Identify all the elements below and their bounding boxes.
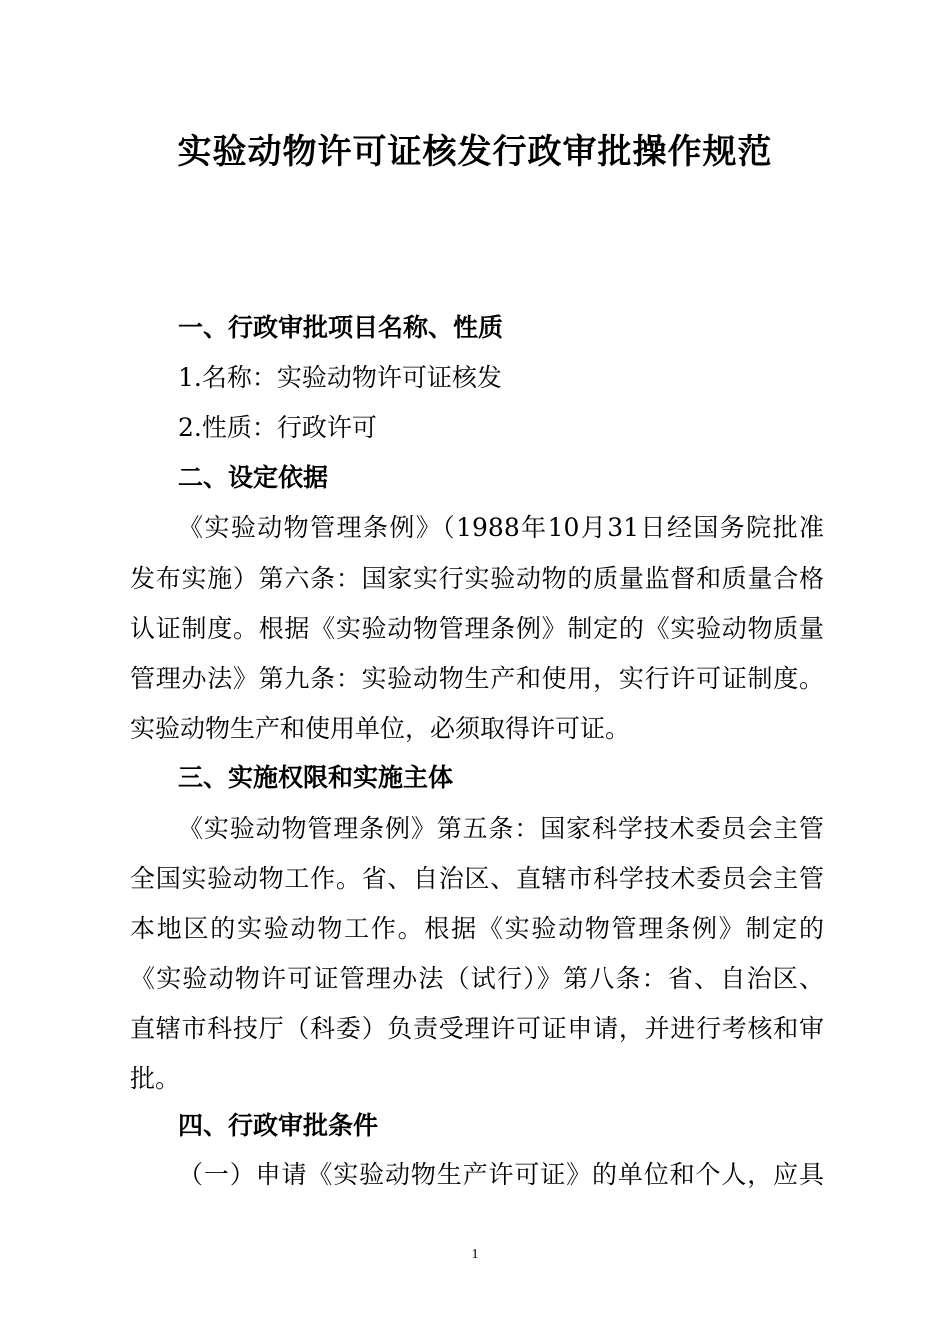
paragraph-line: 全国实验动物工作。省、自治区、直辖市科学技术委员会主管 bbox=[130, 864, 824, 893]
paragraph-line: 认证制度。根据《实验动物管理条例》制定的《实验动物质量 bbox=[130, 614, 824, 643]
paragraph-line: 《实验动物管理条例》（1988年10月31日经国务院批准 bbox=[178, 513, 824, 542]
paragraph-line: 管理办法》第九条：实验动物生产和使用，实行许可证制度。 bbox=[130, 664, 824, 693]
section-2-heading: 二、设定依据 bbox=[178, 463, 329, 492]
section-3-heading: 三、实施权限和实施主体 bbox=[178, 763, 454, 792]
paragraph-line: 直辖市科技厅（科委）负责受理许可证申请，并进行考核和审 bbox=[130, 1014, 824, 1043]
page-number: 1 bbox=[471, 1247, 479, 1262]
item-nature: 2.性质：行政许可 bbox=[178, 413, 377, 442]
item-name: 1.名称：实验动物许可证核发 bbox=[178, 363, 502, 392]
paragraph-line: 批。 bbox=[130, 1064, 181, 1093]
paragraph-line: 发布实施）第六条：国家实行实验动物的质量监督和质量合格 bbox=[130, 564, 824, 593]
section-4-heading: 四、行政审批条件 bbox=[178, 1111, 379, 1140]
paragraph-line: （一）申请《实验动物生产许可证》的单位和个人，应具 bbox=[178, 1160, 824, 1189]
section-1-heading: 一、行政审批项目名称、性质 bbox=[178, 313, 504, 342]
paragraph-line: 实验动物生产和使用单位，必须取得许可证。 bbox=[130, 714, 631, 743]
paragraph-line: 《实验动物管理条例》第五条：国家科学技术委员会主管 bbox=[178, 814, 824, 843]
paragraph-line: 《实验动物许可证管理办法（试行）》第八条：省、自治区、 bbox=[130, 964, 824, 993]
document-title: 实验动物许可证核发行政审批操作规范 bbox=[177, 132, 773, 172]
paragraph-line: 本地区的实验动物工作。根据《实验动物管理条例》制定的 bbox=[130, 914, 824, 943]
